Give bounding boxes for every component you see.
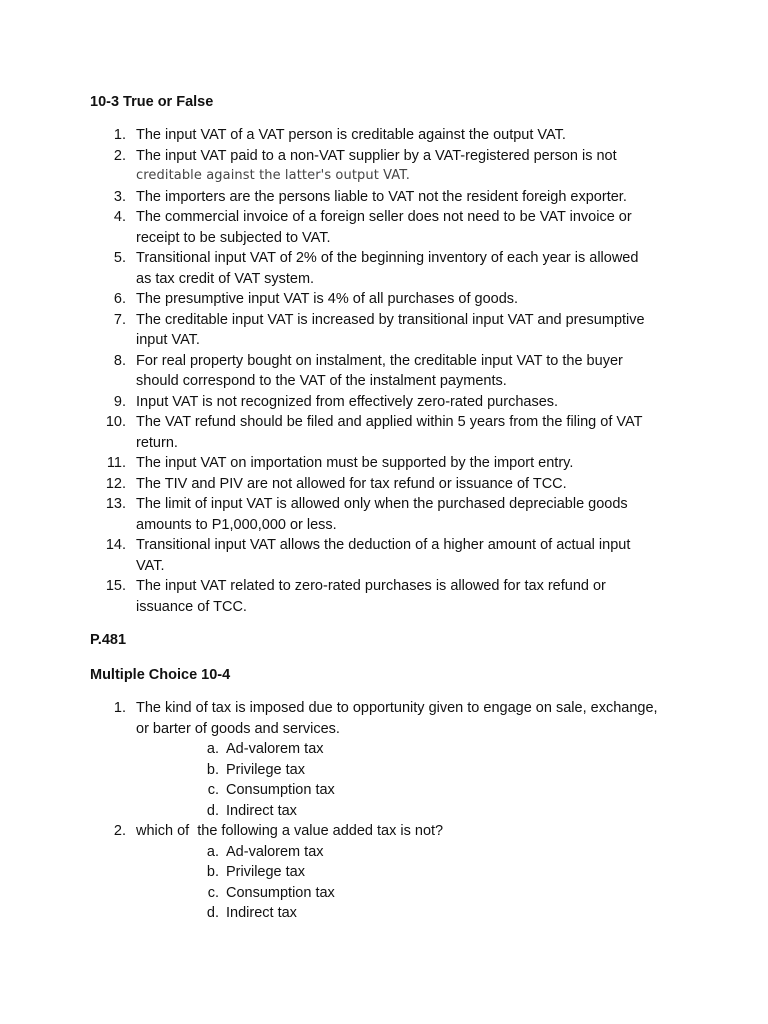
list-item — [90, 187, 690, 208]
option-item — [203, 739, 690, 760]
item-text: The input VAT on importation must be supported by the import entry. — [136, 455, 574, 471]
item-number: 4. — [113, 209, 126, 225]
item-text: should correspond to the VAT of the instalment payments. — [136, 373, 507, 389]
question-number: 1. — [113, 700, 126, 716]
true-false-list — [90, 125, 690, 617]
item-text: The TIV and PIV are not allowed for tax refund or issuance of TCC. — [136, 475, 567, 492]
option-letter: c. — [207, 782, 219, 798]
list-item — [90, 248, 690, 289]
item-text: input VAT. — [136, 332, 200, 348]
item-text: as tax credit of VAT system. — [136, 270, 315, 287]
item-text: The input VAT related to zero-rated purchases is allowed for tax refund or — [136, 578, 606, 594]
item-text: The VAT refund should be filed and applied within 5 years from the filing of VAT — [136, 414, 643, 430]
option-text: Ad-valorem tax — [226, 843, 324, 860]
list-item — [90, 207, 690, 248]
option-text: Consumption tax — [226, 884, 335, 901]
option-text: Consumption tax — [226, 782, 335, 798]
option-list — [203, 739, 690, 821]
option-text: Privilege tax — [226, 864, 305, 880]
item-number: 13. — [105, 496, 126, 512]
item-text: The limit of input VAT is allowed only when the purchased depreciable goods — [136, 496, 628, 512]
option-item — [203, 801, 690, 822]
item-text: The input VAT of a VAT person is creditable against the output VAT. — [136, 127, 566, 143]
question-text: The kind of tax is imposed due to opportunity given to engage on sale, exchange, — [136, 700, 658, 716]
list-item — [90, 146, 690, 187]
list-item — [90, 392, 690, 413]
option-item — [203, 903, 690, 924]
question-number: 2. — [113, 823, 126, 839]
item-number: 6. — [113, 291, 126, 307]
option-text: Privilege tax — [226, 761, 305, 778]
list-item — [90, 125, 690, 146]
list-item — [90, 412, 690, 453]
multiple-choice-list — [90, 698, 690, 924]
option-text: Ad-valorem tax — [226, 741, 324, 757]
list-item — [90, 535, 690, 576]
option-item — [203, 883, 690, 904]
item-text: The creditable input VAT is increased by transitional input VAT and presumptive — [136, 311, 645, 328]
option-letter: d. — [206, 802, 219, 819]
item-number: 12. — [105, 475, 126, 492]
item-number: 8. — [113, 352, 126, 369]
option-text: Indirect tax — [226, 802, 297, 819]
page-reference: P.481 — [90, 632, 127, 648]
option-letter: a. — [206, 741, 219, 757]
item-number: 5. — [113, 250, 126, 266]
item-number: 11. — [106, 455, 126, 471]
option-item — [203, 780, 690, 801]
option-item — [203, 862, 690, 883]
question-text: or barter of goods and services. — [136, 720, 340, 737]
item-text: The commercial invoice of a foreign seller does not need to be VAT invoice or — [136, 209, 632, 225]
option-item — [203, 760, 690, 781]
section-title-multiple-choice: Multiple Choice 10-4 — [90, 667, 231, 683]
item-text: The presumptive input VAT is 4% of all purchases of goods. — [136, 291, 519, 307]
item-text: VAT. — [136, 557, 165, 574]
option-letter: d. — [206, 905, 219, 921]
item-number: 3. — [113, 188, 126, 205]
option-letter: b. — [206, 761, 219, 778]
item-number: 15. — [105, 578, 126, 594]
question-item — [90, 698, 690, 821]
list-item — [90, 576, 690, 617]
item-text: creditable against the latter's output VAT. — [136, 168, 411, 183]
item-text: For real property bought on instalment, the creditable input VAT to the buyer — [136, 352, 623, 369]
option-text: Indirect tax — [226, 905, 297, 921]
item-number: 1. — [113, 127, 126, 143]
list-item — [90, 494, 690, 535]
question-item — [90, 821, 690, 924]
list-item — [90, 351, 690, 392]
item-number: 14. — [105, 537, 126, 553]
option-letter: c. — [207, 884, 219, 901]
option-list — [203, 842, 690, 924]
section-title-true-false: 10-3 True or False — [90, 94, 214, 110]
item-text: receipt to be subjected to VAT. — [136, 229, 331, 246]
item-text: Input VAT is not recognized from effectively zero-rated purchases. — [136, 393, 559, 410]
item-text: The input VAT paid to a non-VAT supplier by a VAT-registered person is not — [136, 147, 617, 164]
list-item — [90, 310, 690, 351]
list-item — [90, 453, 690, 474]
item-text: The importers are the persons liable to VAT not the resident foreigh exporter. — [136, 188, 627, 205]
item-number: 2. — [113, 147, 126, 164]
item-text: amounts to P1,000,000 or less. — [136, 516, 337, 533]
list-item — [90, 289, 690, 310]
list-item — [90, 474, 690, 495]
item-text: issuance of TCC. — [136, 598, 247, 615]
item-text: Transitional input VAT allows the deduction of a higher amount of actual input — [136, 537, 631, 553]
option-item — [203, 842, 690, 863]
question-text: which of the following a value added tax is not? — [136, 823, 444, 839]
option-letter: a. — [206, 843, 219, 860]
item-number: 7. — [113, 311, 126, 328]
item-number: 9. — [113, 393, 126, 410]
option-letter: b. — [206, 864, 219, 880]
item-text: return. — [136, 434, 178, 451]
item-number: 10. — [105, 414, 126, 430]
item-text: Transitional input VAT of 2% of the beginning inventory of each year is allowed — [136, 250, 639, 266]
